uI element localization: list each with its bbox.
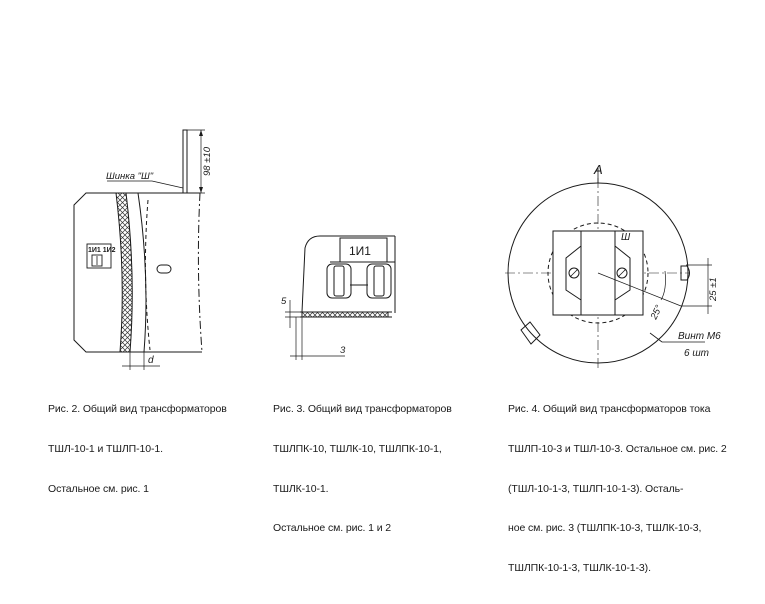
fig2-caption bbox=[48, 377, 227, 509]
fig4-caption-line: ное см. рис. 3 (ТШЛПК-10-3, ТШЛК-10-3, bbox=[508, 522, 702, 535]
fig3-nut-left bbox=[327, 264, 351, 298]
fig4-bus-label: Ш bbox=[621, 232, 631, 243]
fig4-caption-line: ТШЛП-10-3 и ТШЛ-10-3. Остальное см. рис. 2 bbox=[508, 443, 727, 456]
fig4-screw-count: 6 шт bbox=[684, 348, 709, 359]
fig3-dimension-3: 3 bbox=[340, 345, 346, 356]
figure-3 bbox=[285, 236, 395, 360]
fig2-caption-line: Остальное см. рис. 1 bbox=[48, 482, 149, 495]
fig4-caption-line: Рис. 4. Общий вид трансформаторов тока bbox=[508, 403, 711, 416]
fig2-winding-hatch bbox=[116, 193, 132, 352]
fig2-caption-line: Рис. 2. Общий вид трансформаторов bbox=[48, 403, 227, 416]
fig4-caption-line: ТШЛПК-10-1-3, ТШЛК-10-1-3). bbox=[508, 561, 651, 574]
fig2-height-dimension: 98 ±10 bbox=[202, 147, 213, 176]
fig2-slot bbox=[157, 265, 171, 273]
fig3-caption bbox=[273, 377, 452, 549]
fig3-caption-line: ТШЛК-10-1. bbox=[273, 482, 329, 495]
fig2-terminal-label: 1И1 1И2 bbox=[88, 247, 116, 254]
fig4-angle-label: 25° bbox=[648, 303, 665, 322]
fig4-caption-line: (ТШЛ-10-1-3, ТШЛП-10-1-3). Осталь- bbox=[508, 482, 684, 495]
fig3-caption-line: Рис. 3. Общий вид трансформаторов bbox=[273, 403, 452, 416]
fig4-screw-label: Винт М6 bbox=[678, 331, 721, 342]
fig3-nut-right bbox=[367, 264, 391, 298]
fig4-caption bbox=[508, 377, 727, 588]
fig3-caption-line: Остальное см. рис. 1 и 2 bbox=[273, 522, 392, 535]
fig2-caption-line: ТШЛ-10-1 и ТШЛП-10-1. bbox=[48, 443, 163, 456]
fig3-terminal-label: 1И1 bbox=[349, 244, 371, 258]
fig2-bus-bar bbox=[183, 130, 187, 193]
fig2-leader-label: Шинка "Ш" bbox=[106, 171, 154, 182]
fig2-body bbox=[74, 193, 146, 352]
fig4-dimension-label: 25 ±1 bbox=[708, 277, 719, 301]
fig3-caption-line: ТШЛПК-10, ТШЛК-10, ТШЛПК-10-1, bbox=[273, 443, 442, 456]
fig3-dimension-5: 5 bbox=[281, 296, 287, 307]
fig2-dimension-d: d bbox=[148, 355, 154, 366]
fig4-view-label: А bbox=[594, 162, 603, 177]
fig3-base-plate bbox=[302, 312, 388, 317]
